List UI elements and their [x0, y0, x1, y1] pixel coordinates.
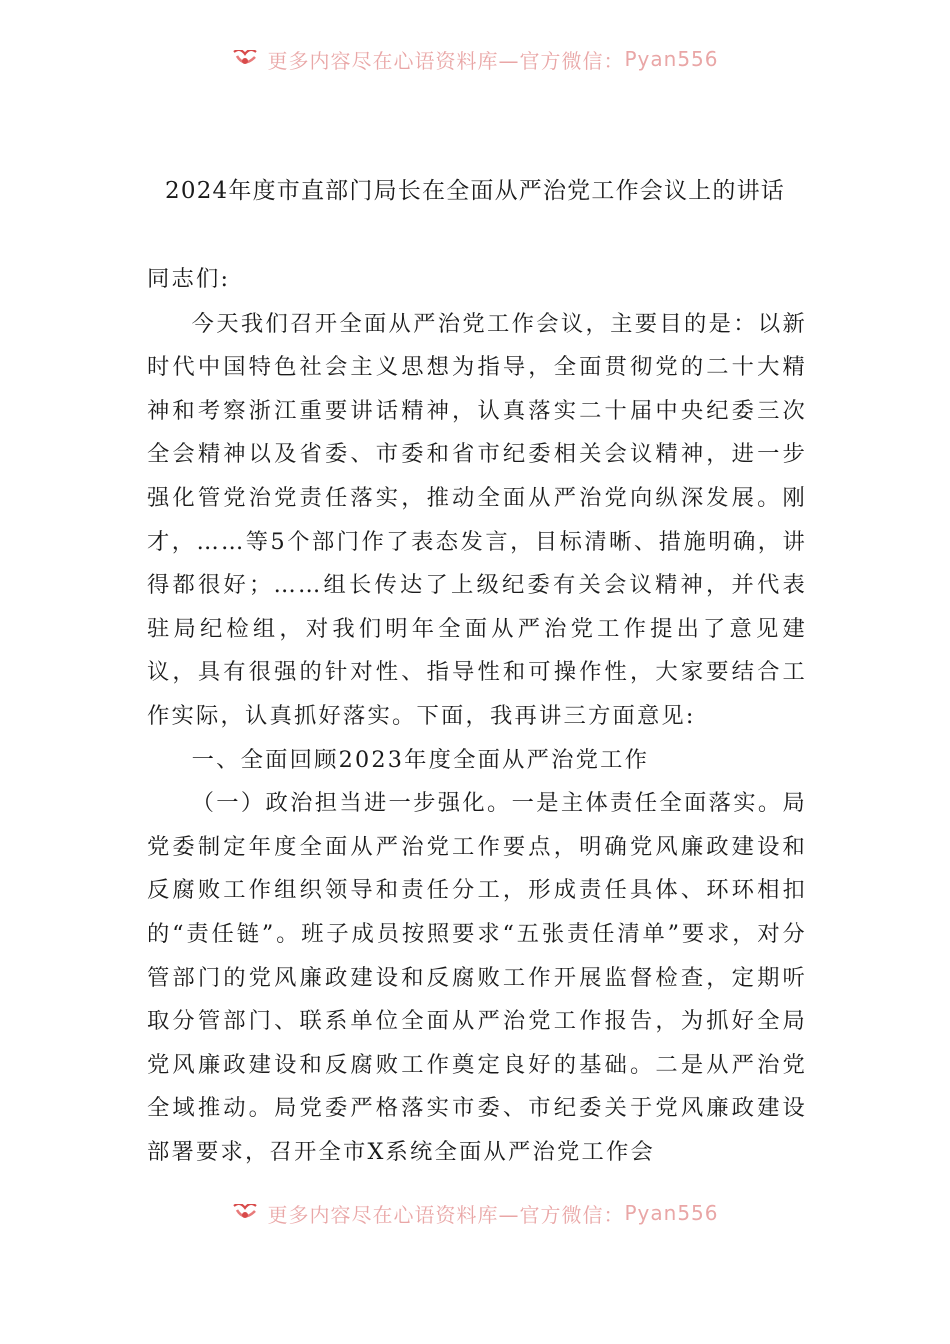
watermark-header	[0, 50, 950, 86]
paragraph-political: （一）政治担当进一步强化。一是主体责任全面落实。局党委制定年度全面从严治党工作要点，明确党风廉政建设和反腐败工作组织领导和责任分工，形成责任具体、环环相扣的“责任链”。班子成员按照要求“五张责任清单”要求，对分管部门的党风廉政建设和反腐败工作开展监督检查，定期听取分管部门、联系单位全面从严治党工作报告，为抓好全局党风廉政建设和反腐败工作奠定良好的基础。二是从严治党全域推动。局党委严格落实市委、市纪委关于党风廉政建设部署要求，召开全市X系统全面从严治党工作会	[147, 790, 807, 1165]
section-heading-1: 一、全面回顾2023年度全面从严治党工作	[191, 746, 650, 773]
watermark-text: 更多内容尽在心语资料库—官方微信：	[267, 1204, 625, 1227]
paragraph-intro: 今天我们召开全面从严治党工作会议，主要目的是：以新时代中国特色社会主义思想为指导，全面贯彻党的二十大精神和考察浙江重要讲话精神，认真落实二十届中央纪委三次全会精神以及省委、市委和省市纪委相关会议精神，进一步强化管党治党责任落实，推动全面从严治党向纵深发展。刚才，……等5个部门作了表态发言，目标清晰、措施明确，讲得都很好；……组长传达了上级纪委有关会议精神，并代表驻局纪检组，对我们明年全面从严治党工作提出了意见建议，具有很强的针对性、指导性和可操作性，大家要结合工作实际，认真抓好落实。下面，我再讲三方面意见:	[147, 310, 807, 729]
watermark-text: 更多内容尽在心语资料库—官方微信：	[267, 50, 625, 73]
watermark-footer	[0, 1204, 950, 1240]
salutation: 同志们:	[147, 266, 231, 292]
document-body	[147, 258, 807, 1174]
watermark-logo-icon	[231, 1204, 261, 1224]
watermark-logo-icon	[231, 50, 261, 70]
document-title: 2024年度市直部门局长在全面从严治党工作会议上的讲话	[165, 178, 785, 204]
watermark-wechat-id: Pyan556	[624, 50, 719, 71]
watermark-wechat-id: Pyan556	[624, 1204, 719, 1225]
